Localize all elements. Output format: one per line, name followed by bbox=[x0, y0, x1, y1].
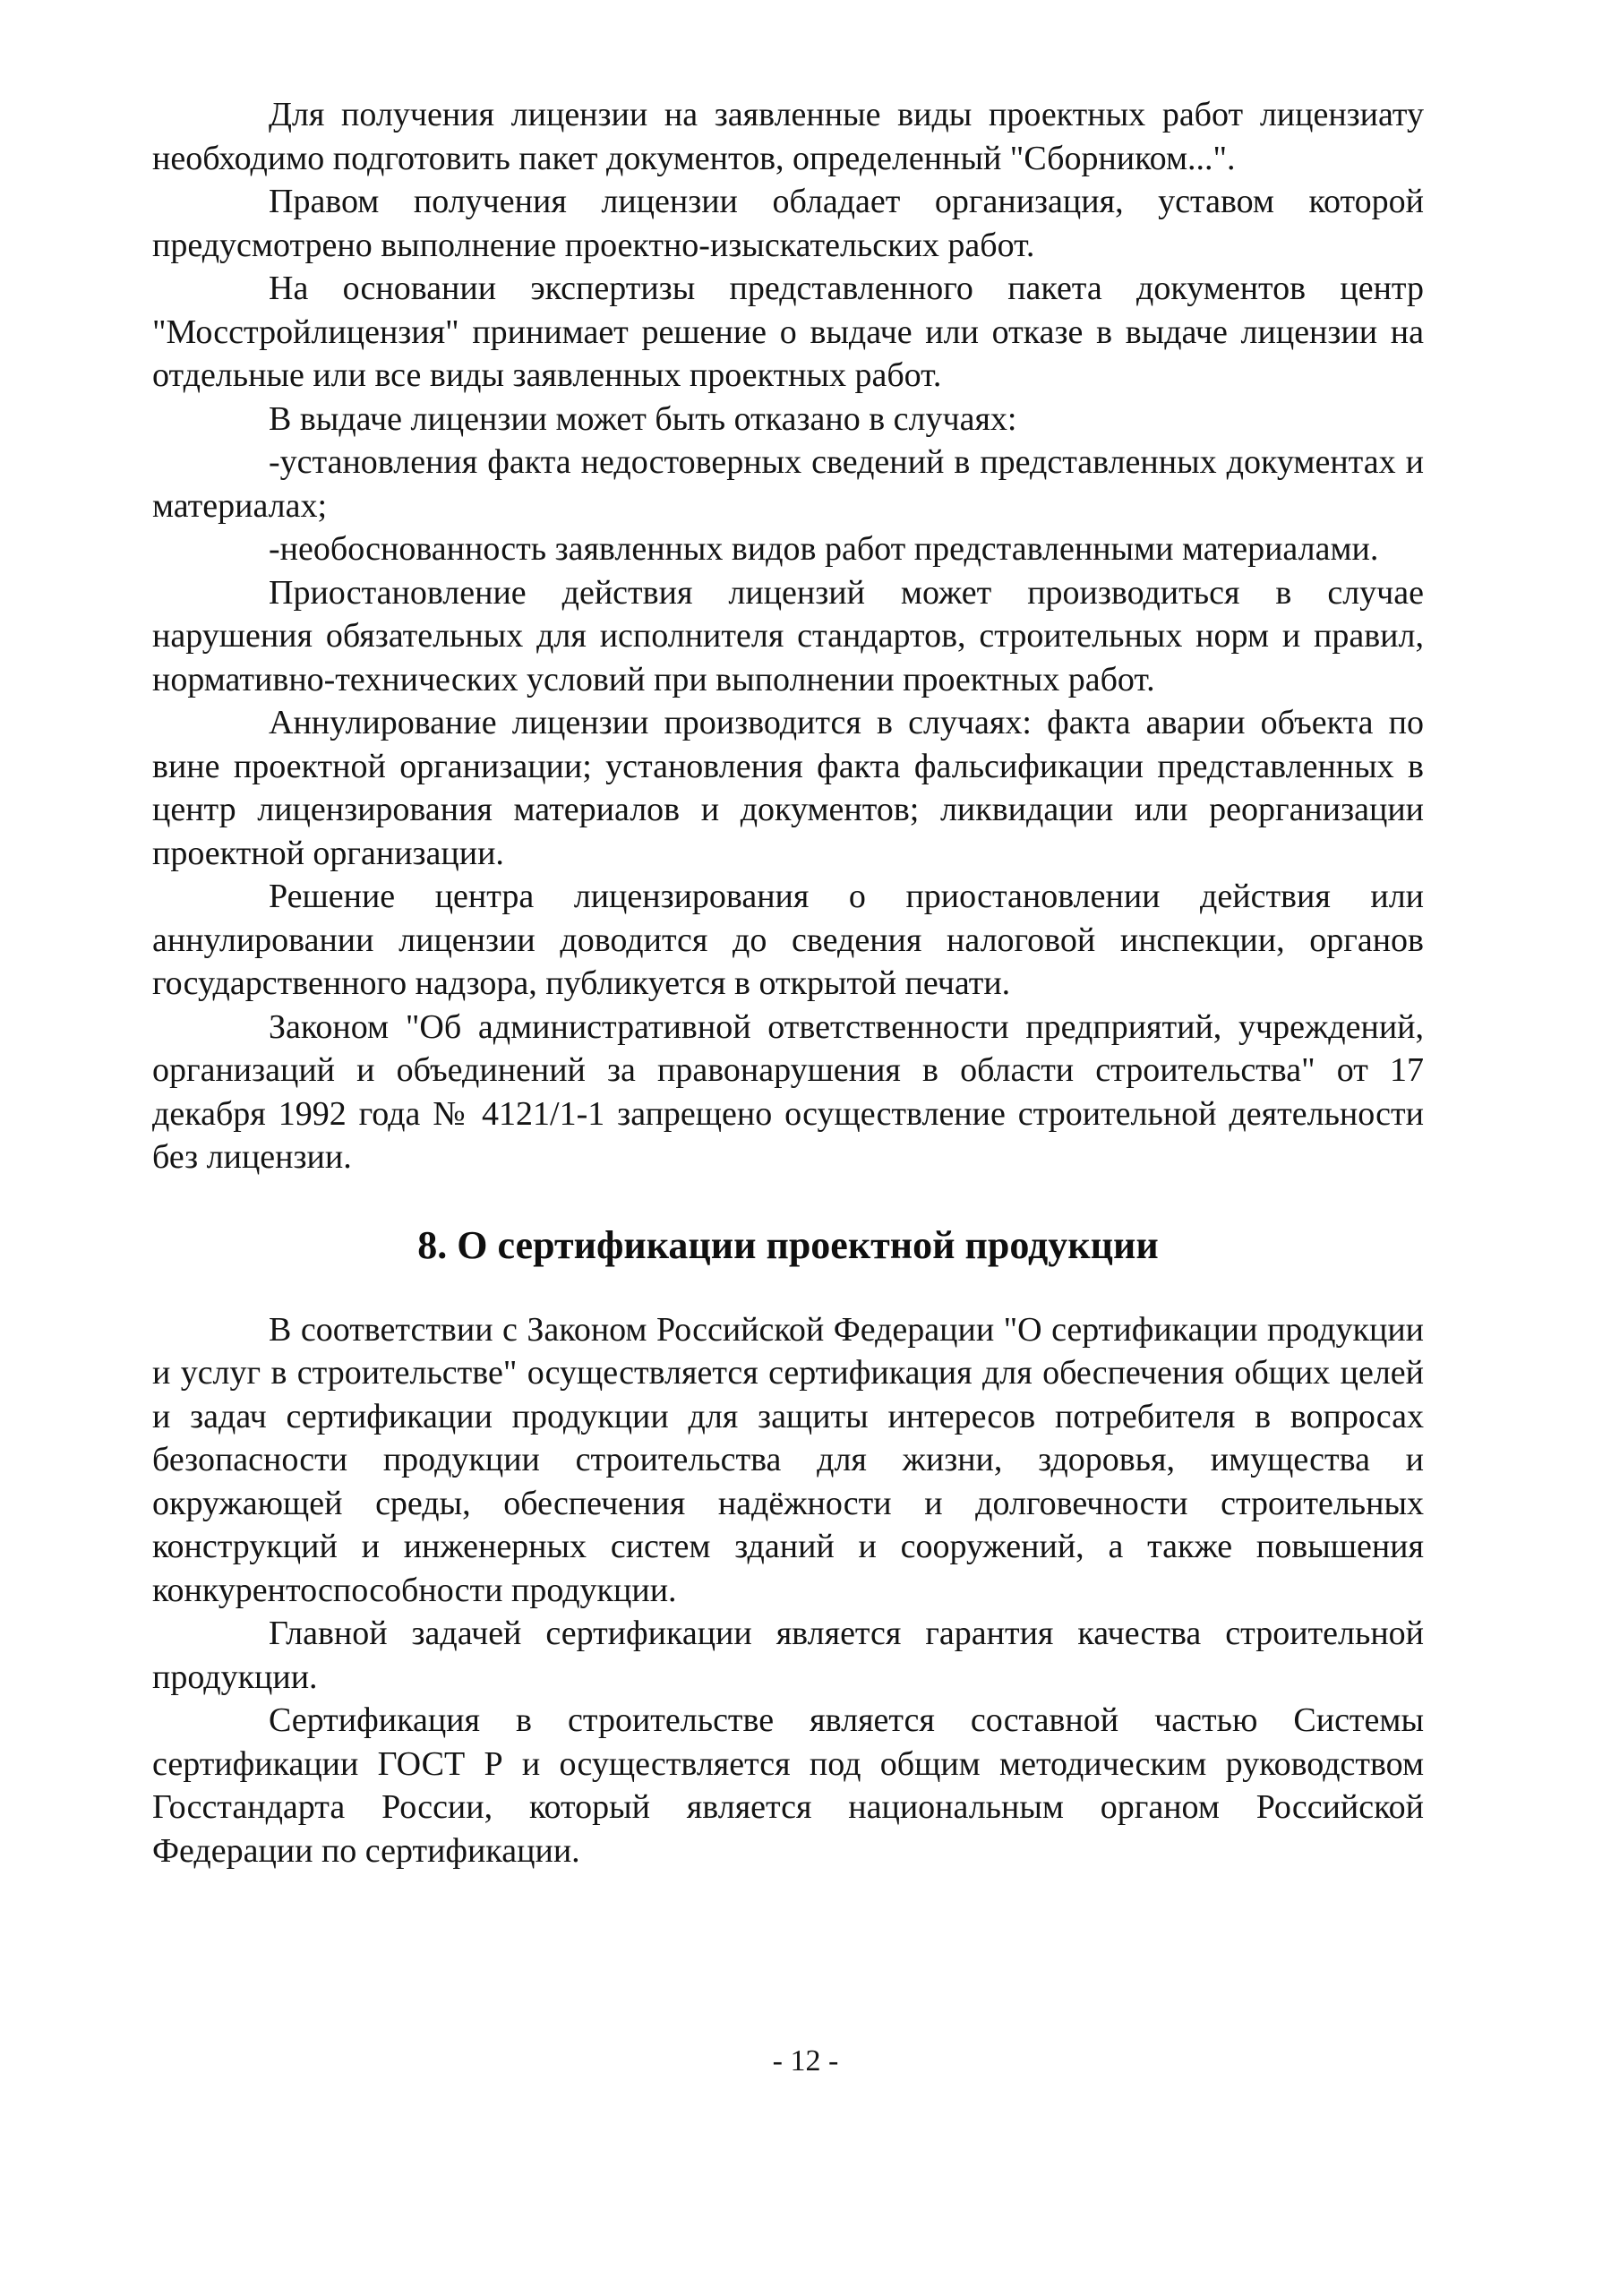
section-heading: 8. О сертификации проектной продукции bbox=[417, 1222, 1159, 1267]
paragraph-certification-goal: Главной задачей сертификации является гарантия качества строительной продукции. bbox=[152, 1615, 1424, 1696]
page-number: - 12 - bbox=[772, 2044, 839, 2078]
paragraph-law-reference: Законом "Об административной ответственности предприятий, учреждений, организаций и объединений за правонарушения в области строительства" от 17 декабря 1992 года № 4121/1-1 запрещено осуществление строительной деятельности без лицензии. bbox=[152, 1007, 1424, 1176]
paragraph-refusal-case-1: -установления факта недостоверных сведений в представленных документах и материалах; bbox=[152, 443, 1424, 525]
paragraph-decision-notice: Решение центра лицензирования о приостановлении действия или аннулировании лицензии доводится до сведения налоговой инспекции, органов государственного надзора, публикуется в открытой печати. bbox=[152, 878, 1424, 1002]
paragraph-license-refusal: В выдаче лицензии может быть отказано в случаях: bbox=[269, 399, 1017, 438]
paragraph-certification-system: Сертификация в строительстве является составной частью Системы сертификации ГОСТ Р и осуществляется под общим методическим руководством Госстандарта России, который является национальным органом Российской Федерации по сертификации. bbox=[152, 1701, 1424, 1870]
paragraph-license-package: Для получения лицензии на заявленные виды проектных работ лицензиату необходимо подготовить пакет документов, определенный "Сборником...". bbox=[152, 96, 1424, 177]
paragraph-license-decision: На основании экспертизы представленного пакета документов центр "Мосстройлицензия" принимает решение о выдаче или отказе в выдаче лицензии на отдельные или все виды заявленных проектных работ. bbox=[152, 270, 1424, 394]
paragraph-license-right: Правом получения лицензии обладает организация, уставом которой предусмотрено выполнение проектно-изыскательских работ. bbox=[152, 183, 1424, 264]
document-body bbox=[152, 93, 1424, 1872]
paragraph-certification-law: В соответствии с Законом Российской Федерации "О сертификации продукции и услуг в строительстве" осуществляется сертификация для обеспечения общих целей и задач сертификации продукции для защиты интересов потребителя в вопросах безопасности продукции строительства для жизни, здоровья, имущества и окружающей среды, обеспечения надёжности и долговечности строительных конструкций и инженерных систем зданий и сооружений, а также повышения конкурентоспособности продукции. bbox=[152, 1310, 1424, 1609]
paragraph-license-annulment: Аннулирование лицензии производится в случаях: факта аварии объекта по вине проектной организации; установления факта фальсификации представленных в центр лицензирования материалов и документов; ликвидации или реорганизации проектной организации. bbox=[152, 704, 1424, 872]
paragraph-license-suspension: Приостановление действия лицензий может производиться в случае нарушения обязательных для исполнителя стандартов, строительных норм и правил, нормативно-технических условий при выполнении проектных работ. bbox=[152, 573, 1424, 698]
paragraph-refusal-case-2: -необоснованность заявленных видов работ представленными материалами. bbox=[269, 530, 1379, 568]
